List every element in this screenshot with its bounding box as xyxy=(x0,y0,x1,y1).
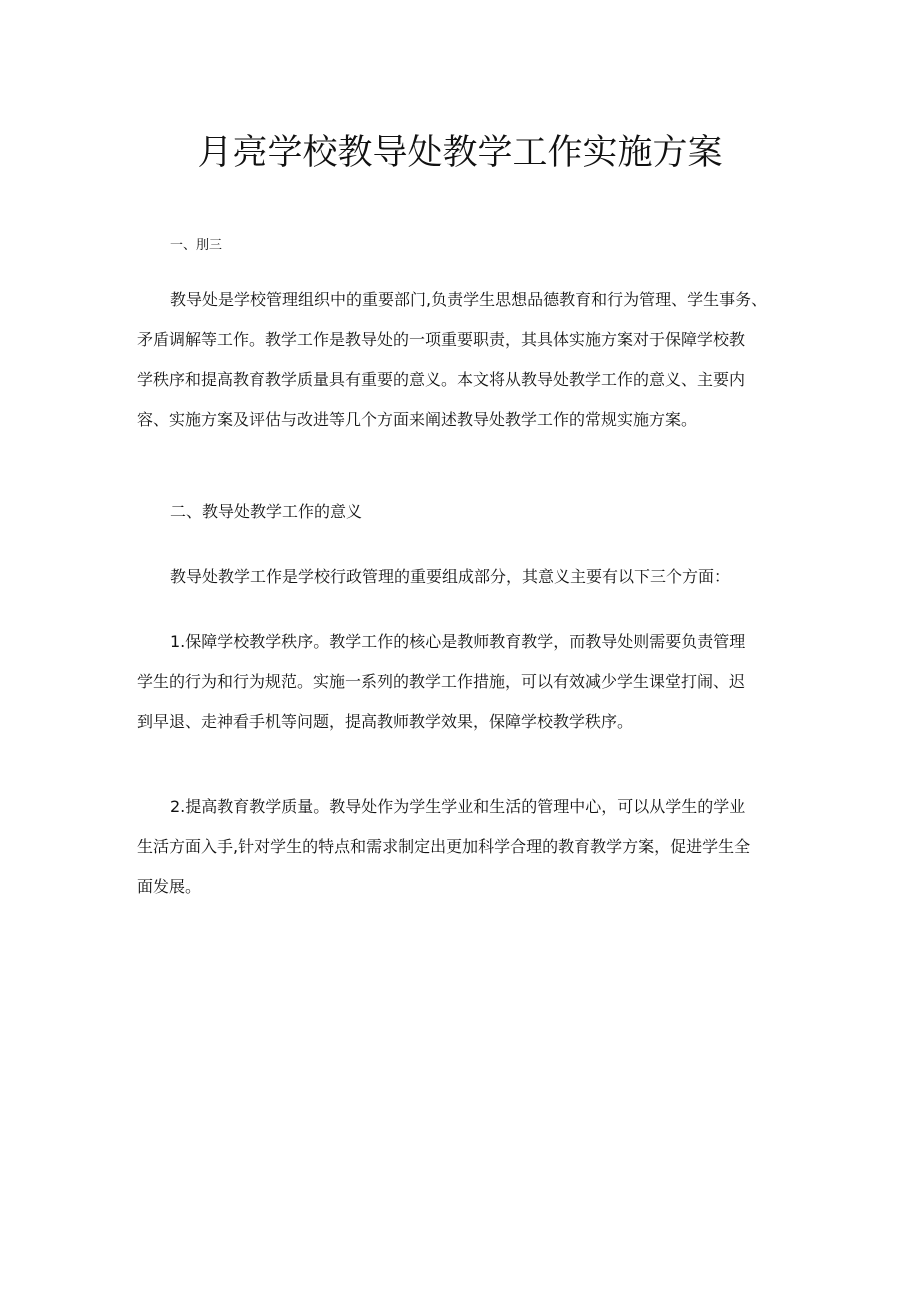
paragraph-line: 容、实施方案及评估与改进等几个方面来阐述教导处教学工作的常规实施方案。 xyxy=(137,410,698,429)
paragraph-line: 2.提高教育教学质量。教导处作为学生学业和生活的管理中心，可以从学生的学业 xyxy=(170,797,746,816)
paragraph-line: 教导处教学工作是学校行政管理的重要组成部分，其意义主要有以下三个方面： xyxy=(170,567,731,586)
paragraph-line: 教导处是学校管理组织中的重要部门,负责学生思想品德教育和行为管理、学生事务、 xyxy=(170,290,768,309)
section-heading: 二、教导处教学工作的意义 xyxy=(170,502,363,521)
paragraph-line: 矛盾调解等工作。教学工作是教导处的一项重要职责，其具体实施方案对于保障学校教 xyxy=(137,330,746,349)
paragraph-line: 生活方面入手,针对学生的特点和需求制定出更加科学合理的教育教学方案，促进学生全 xyxy=(137,837,751,856)
paragraph-line: 学秩序和提高教育教学质量具有重要的意义。本文将从教导处教学工作的意义、主要内 xyxy=(137,370,746,389)
paragraph-line: 学生的行为和行为规范。实施一系列的教学工作措施，可以有效减少学生课堂打闹、迟 xyxy=(137,672,746,691)
paragraph-line: 面发展。 xyxy=(137,877,202,896)
paragraph-line: 1.保障学校教学秩序。教学工作的核心是教师教育教学，而教导处则需要负责管理 xyxy=(170,632,746,651)
preface-heading: 一、刖三 xyxy=(170,238,223,253)
document-title: 月亮学校教导处教学工作实施方案 xyxy=(197,133,723,173)
paragraph-line: 到早退、走神看手机等问题，提高教师教学效果，保障学校教学秩序。 xyxy=(137,712,634,731)
